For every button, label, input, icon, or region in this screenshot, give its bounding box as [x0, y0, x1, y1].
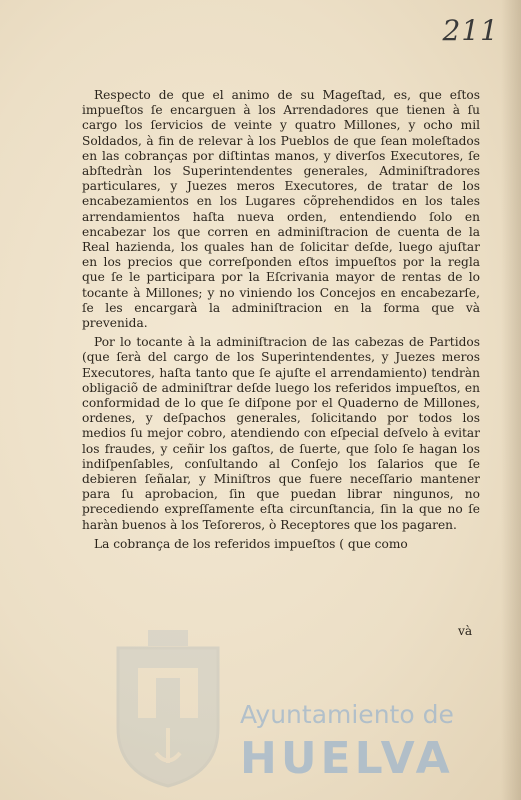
watermark-line-1: Ayuntamiento de [240, 700, 454, 729]
coat-of-arms-watermark-icon [108, 628, 228, 788]
paragraph-2: Por lo tocante à la adminiſtracion de las cabezas de Partidos (que ſerà del cargo de los Superintendentes, y Juezes meros Executores, haſta tanto que ſe ajuſte el arrendamiento) tendràn obligaciõ de adminiſtrar deſde luego los referidos impueſtos, en conformidad de lo que ſe diſpone por el Quaderno de Millones, ordenes, y deſpachos generales, ſolicitando por todos los medios ſu mejor cobro, atendiendo con eſpecial deſvelo à evitar los fraudes, y ceñir los gaſtos, de ſuerte, que ſolo ſe hagan los indiſpenſables, conſultando al Conſejo los ſalarios que ſe debieren ſeñalar, y Miniſtros que fuere neceſſario mantener para ſu aprobacion, ſin que puedan librar ningunos, no precediendo expreſſamente eſta circunſtancia, ſin la que no ſe haràn buenos à los Teſoreros, ò Receptores que los pagaren. [82, 335, 480, 532]
paragraph-1: Respecto de que el animo de su Mageſtad, es, que eſtos impueſtos ſe encarguen à los Arrendadores que tienen à ſu cargo los ſervicios de veinte y quatro Millones, y ocho mil Soldados, à fin de relevar à los Pueblos de que ſean moleſtados en las cobranças por diſtintas manos, y diverſos Executores, ſe abſtedràn los Superintendentes generales, Adminiſtradores particulares, y Juezes meros Executores, de tratar de los encabezamientos en los Lugares cõprehendidos en los tales arrendamientos haſta nueva orden, entendiendo ſolo en encabezar los que corren en adminiſtracion de cuenta de la Real hazienda, los quales han de ſolicitar deſde, luego ajuſtar en los precios que correſponden eſtos impueſtos por la regla que ſe le participara por la Eſcrivania mayor de rentas de lo tocante à Millones; y no viniendo los Concejos en encabezarſe, ſe les encargarà la adminiſtracion en la forma que và prevenida. [82, 88, 480, 331]
folio-number: 211 [442, 14, 499, 47]
catchword: và [458, 624, 473, 638]
page-edge-shadow [501, 0, 521, 800]
watermark-text [240, 700, 454, 784]
paragraph-3: La cobrança de los referidos impueſtos ( que como [94, 536, 408, 551]
watermark-line-2: HUELVA [240, 733, 454, 784]
document-body [82, 88, 480, 552]
